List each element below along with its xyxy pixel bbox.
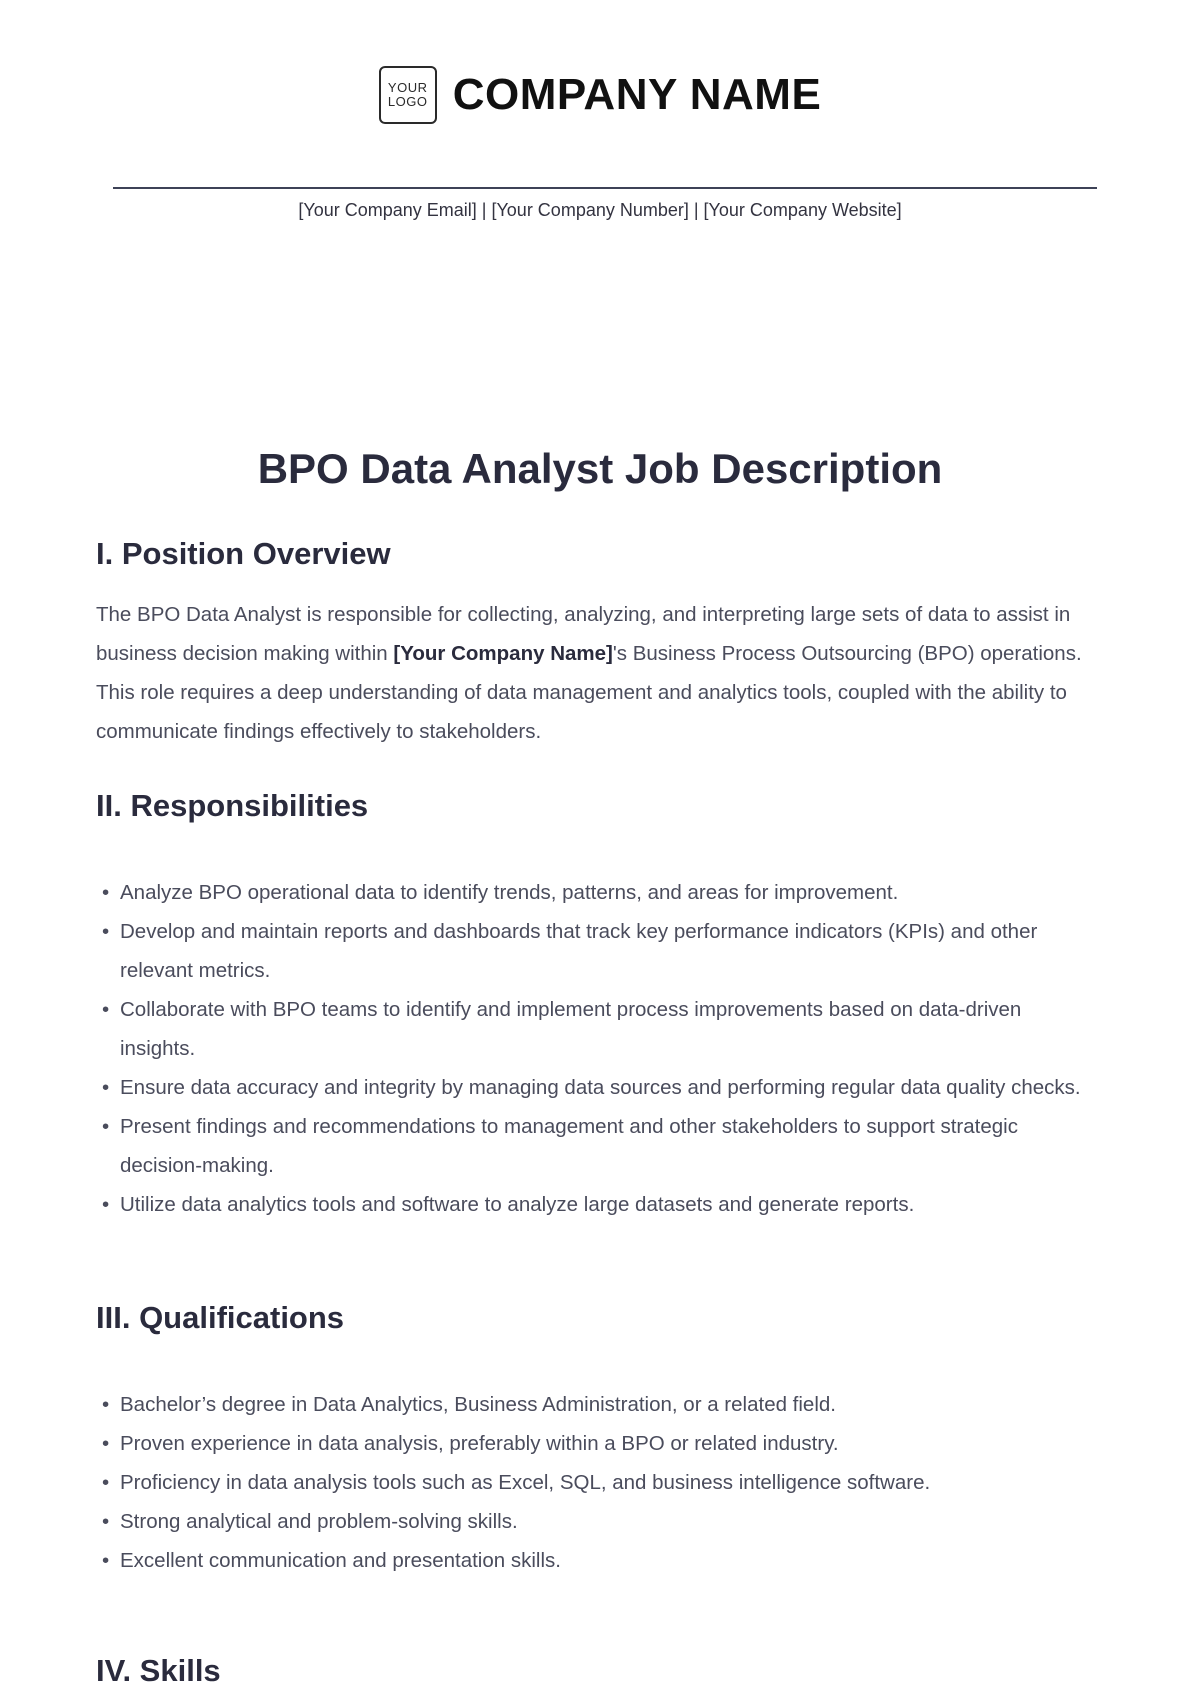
list-item: • Ensure data accuracy and integrity by managing data sources and performing regular data quality checks. <box>96 1068 1096 1107</box>
section-responsibilities <box>96 788 1106 824</box>
list-item: • Utilize data analytics tools and software to analyze large datasets and generate reports. <box>96 1185 1096 1224</box>
company-logo <box>379 66 437 124</box>
section-heading: I. Position Overview <box>96 536 391 571</box>
company-name-placeholder: [Your Company Name] <box>393 642 613 665</box>
section-heading: III. Qualifications <box>96 1300 345 1335</box>
list-item: • Bachelor’s degree in Data Analytics, Business Administration, or a related field. <box>96 1385 1096 1424</box>
header-divider <box>113 187 1097 189</box>
list-item: • Present findings and recommendations to management and other stakeholders to support strategic decision-making. <box>96 1107 1096 1185</box>
section-skills <box>96 1653 1106 1689</box>
logo-text-line2: LOGO <box>387 94 428 109</box>
list-item: • Excellent communication and presentation skills. <box>96 1541 1096 1580</box>
letterhead <box>0 66 1200 124</box>
logo-text-line1: YOUR <box>387 80 428 95</box>
overview-text-start: The BPO Data Analyst is responsible for collecting, analyzing, and interpreting large sets of data to assist in business decision making within <box>96 603 1071 665</box>
list-item: • Proven experience in data analysis, preferably within a BPO or related industry. <box>96 1424 1096 1463</box>
document-title: BPO Data Analyst Job Description <box>257 445 943 492</box>
qualifications-list <box>96 1385 1096 1580</box>
section-heading: II. Responsibilities <box>96 788 369 823</box>
section-qualifications <box>96 1300 1106 1336</box>
overview-paragraph <box>96 595 1108 751</box>
company-name: COMPANY NAME <box>452 70 822 119</box>
list-item: • Collaborate with BPO teams to identify and implement process improvements based on data-driven insights. <box>96 990 1096 1068</box>
responsibilities-list <box>96 873 1096 1224</box>
section-heading: IV. Skills <box>96 1653 221 1688</box>
list-item: • Analyze BPO operational data to identify trends, patterns, and areas for improvement. <box>96 873 1096 912</box>
list-item: • Strong analytical and problem-solving skills. <box>96 1502 1096 1541</box>
section-position-overview <box>96 536 1106 572</box>
overview-text-end: 's Business Process Outsourcing (BPO) operations. This role requires a deep understanding of data management and analytics tools, coupled with the ability to communicate findings effectively to stakeholders. <box>96 642 1082 743</box>
list-item: • Proficiency in data analysis tools such as Excel, SQL, and business intelligence software. <box>96 1463 1096 1502</box>
company-contact-line: [Your Company Email] | [Your Company Number] | [Your Company Website] <box>298 200 902 220</box>
list-item: • Develop and maintain reports and dashboards that track key performance indicators (KPIs) and other relevant metrics. <box>96 912 1096 990</box>
